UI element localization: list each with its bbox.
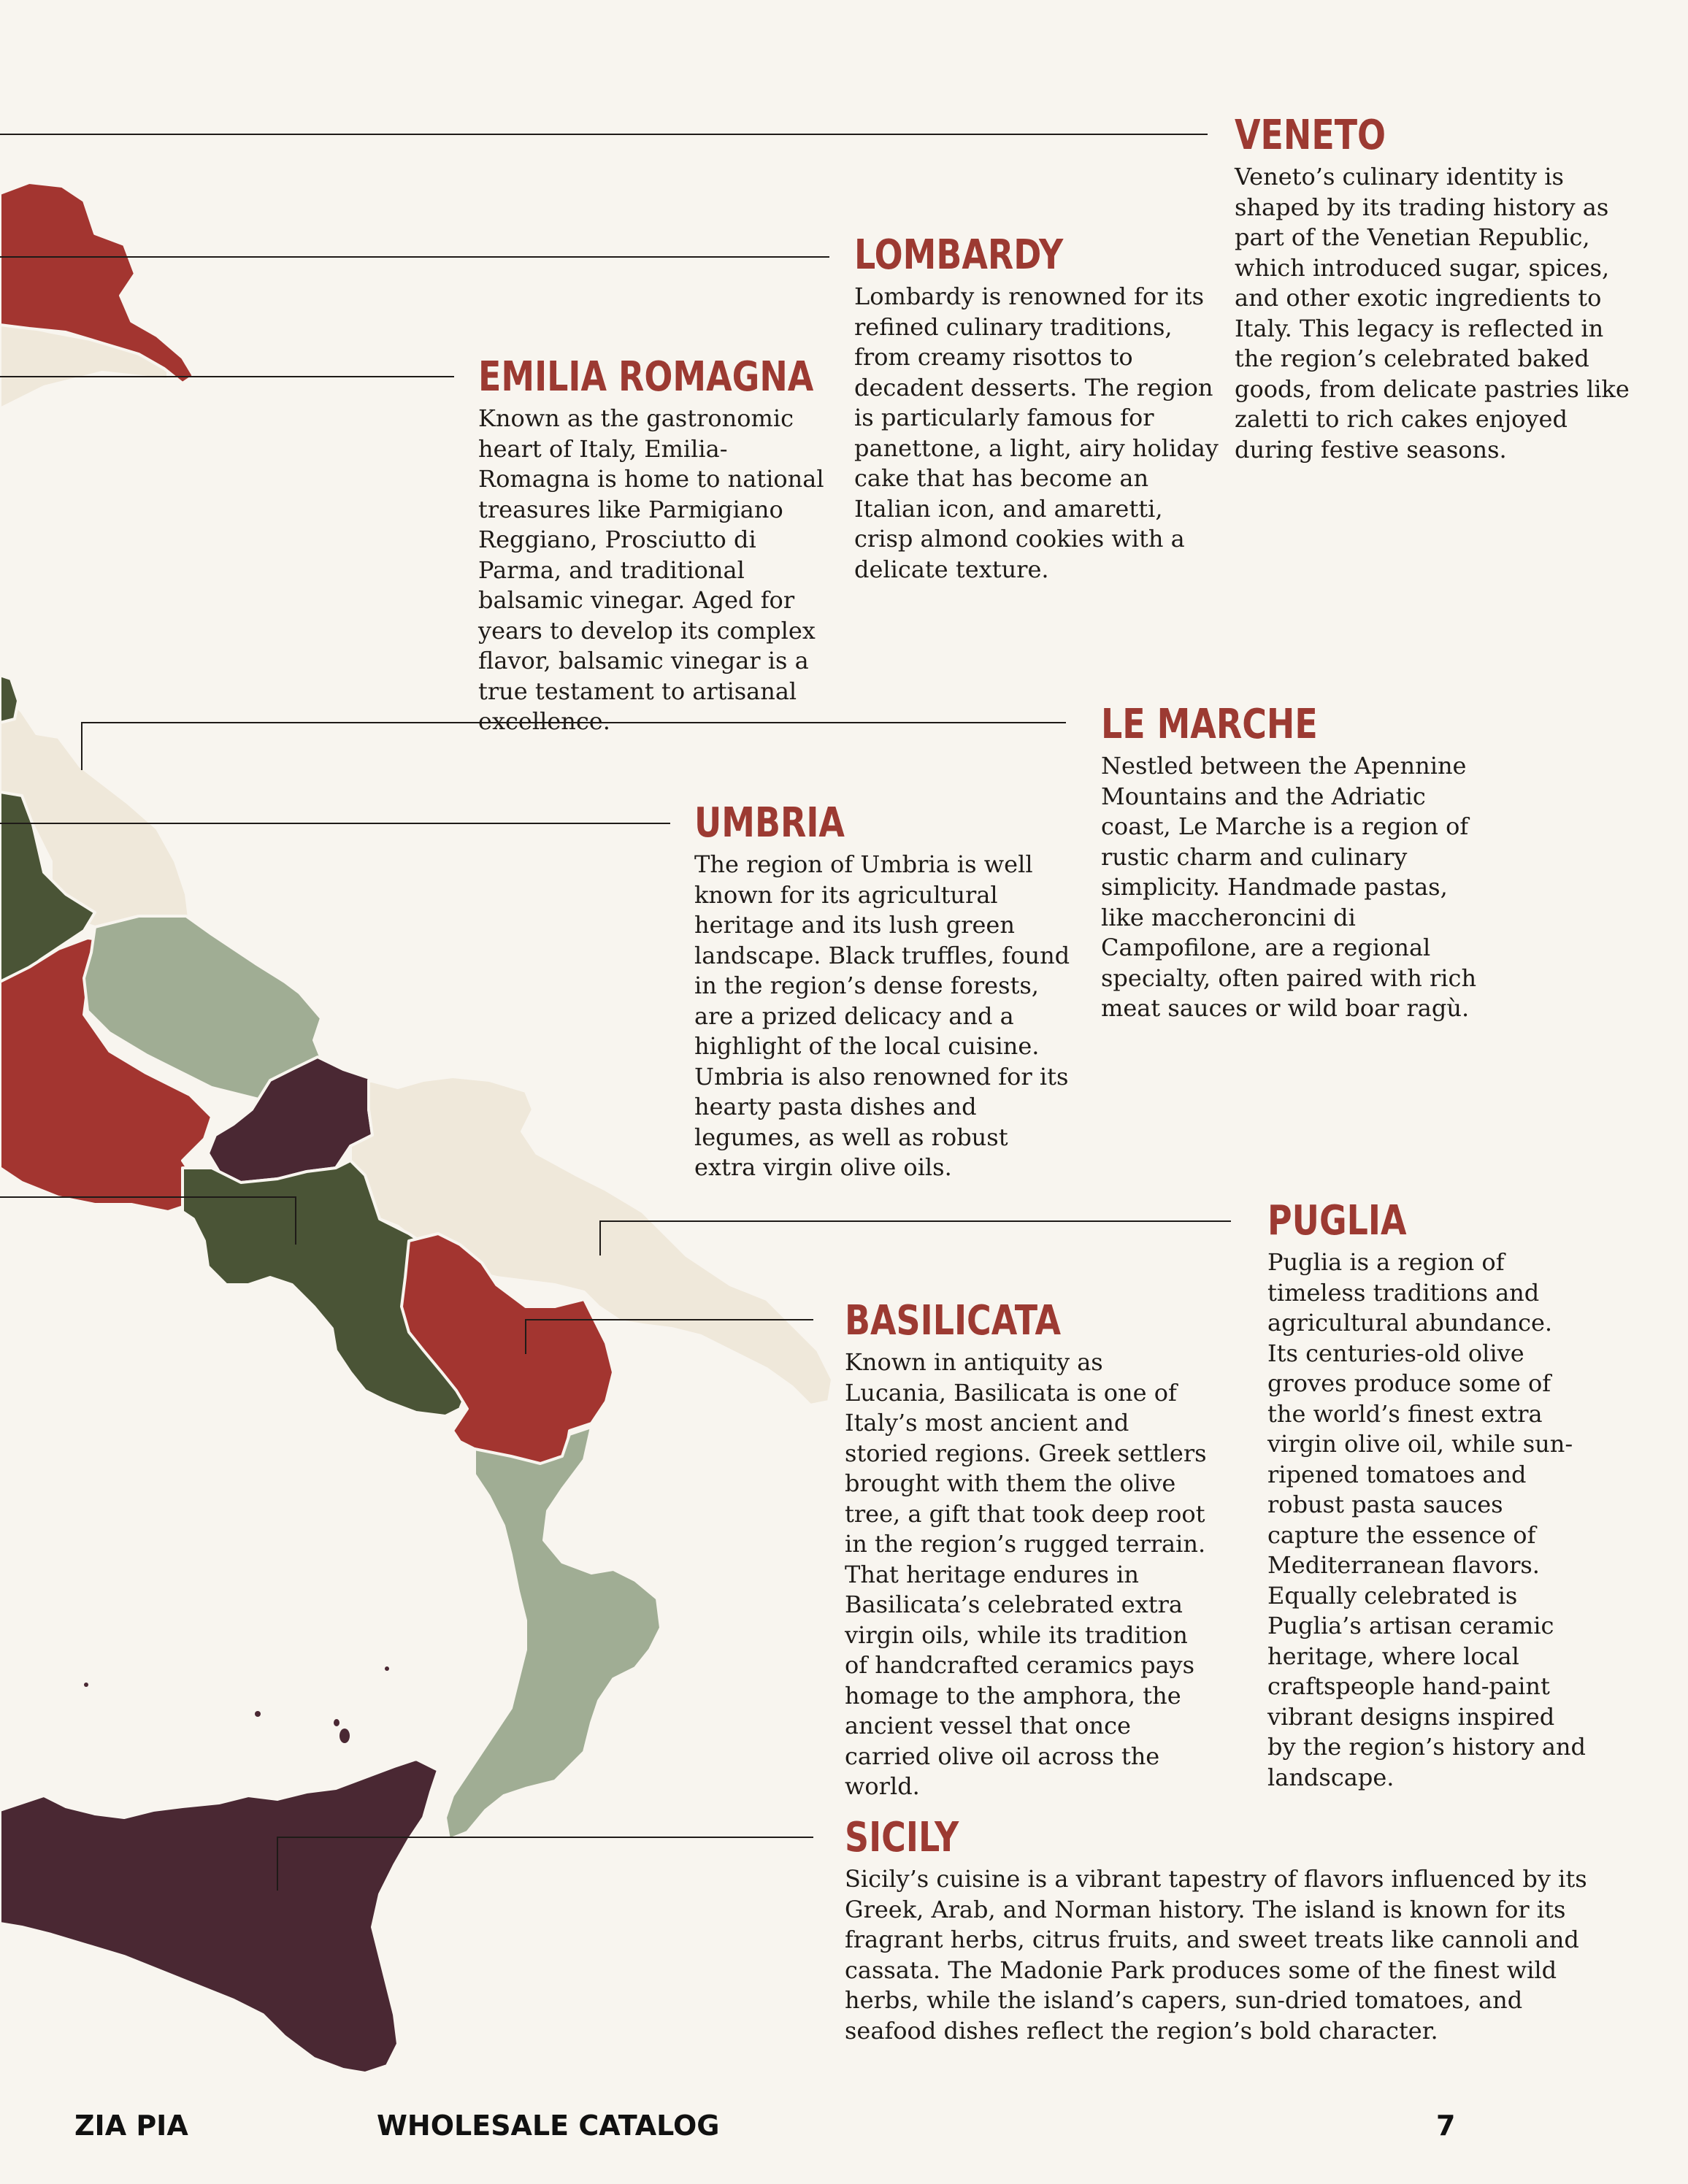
region-body-sicily: Sicily’s cuisine is a vibrant tapestry of flavors influenced by its Greek, Arab, and Norman history. The island is known for its fragrant herbs, citrus fruits, and sweet treats like cannoli and cassata. The Madonie Park produces some of the finest wild herbs, while the island’s capers, sun-dried tomatoes, and seafood dishes reflect the region’s bold character.	[845, 1865, 1587, 2045]
map-region-dark-green-top	[0, 675, 18, 723]
map-region-calabria-shape	[445, 1427, 661, 1839]
region-title-veneto: VENETO	[1235, 112, 1386, 159]
region-block-puglia	[1267, 1199, 1589, 1793]
region-body-lombardy: Lombardy is renowned for its refined culinary traditions, from creamy risottos to decadent desserts. The region is particularly famous for panettone, a light, airy holiday cake that has become an Italian icon, and amaretti, crisp almond cookies with a delicate texture.	[854, 282, 1219, 583]
map-island-dot	[385, 1666, 389, 1671]
map-island-dot	[334, 1719, 339, 1726]
map-island-dot	[84, 1683, 88, 1687]
region-body-basilicata: Known in antiquity as Lucania, Basilicata is one of Italy’s most ancient and storied regions. Greek settlers brought with them the olive tree, a gift that took deep root in the region’s rugged terrain. That heritage endures in Basilicata’s celebrated extra virgin oils, while its tradition of handcrafted ceramics pays homage to the amphora, the ancient vessel that once carried olive oil across the world.	[845, 1348, 1207, 1800]
region-title-sicily: SICILY	[845, 1814, 959, 1861]
region-block-sicily	[845, 1816, 1597, 2046]
region-title-basilicata: BASILICATA	[845, 1297, 1062, 1345]
region-title-le-marche: LE MARCHE	[1101, 701, 1318, 748]
region-block-lombardy	[854, 231, 1219, 585]
region-block-basilicata	[845, 1299, 1210, 1802]
region-title-puglia: PUGLIA	[1267, 1197, 1407, 1245]
region-body-umbria: The region of Umbria is well known for its agricultural heritage and its lush green landscape. Black truffles, found in the region’s dense forests, are a prized delicacy and a highlight of the local cuisine. Umbria is also renowned for its hearty pasta dishes and legumes, as well as robust extra virgin olive oils.	[694, 850, 1070, 1181]
region-title-emilia-romagna: EMILIA ROMAGNA	[478, 353, 814, 401]
region-body-puglia: Puglia is a region of timeless traditions and agricultural abundance. Its centuries-old olive groves produce some of the world’s finest extra virgin olive oil, while sun-ripened tomatoes and robust pasta sauces capture the essence of Mediterranean flavors. Equally celebrated is Puglia’s artisan ceramic heritage, where local craftspeople hand-paint vibrant designs inspired by the region’s history and landscape.	[1267, 1248, 1587, 1791]
region-title-umbria: UMBRIA	[694, 799, 845, 847]
footer-brand: ZIA PIA	[74, 2110, 188, 2142]
region-body-emilia-romagna: Known as the gastronomic heart of Italy, Emilia-Romagna is home to national treasures like Parmigiano Reggiano, Prosciutto di Parma, and traditional balsamic vinegar. Aged for years to develop its complex flavor, balsamic vinegar is a true testament to artisanal excellence.	[478, 404, 824, 735]
leader-line-puglia	[600, 1221, 1231, 1256]
map-region-sicily-shape	[0, 1759, 438, 2073]
footer-page-number: 7	[1436, 2110, 1456, 2142]
region-title-lombardy: LOMBARDY	[854, 231, 1064, 279]
region-block-emilia-romagna	[478, 355, 825, 737]
region-block-umbria	[694, 801, 1070, 1183]
map-island-dot	[339, 1729, 350, 1743]
region-block-veneto	[1235, 114, 1643, 465]
region-body-veneto: Veneto’s culinary identity is shaped by its trading history as part of the Venetian Republic, which introduced sugar, spices, and other exotic ingredients to Italy. This legacy is reflected in the region’s celebrated baked goods, from delicate pastries like zaletti to rich cakes enjoyed during festive seasons.	[1235, 163, 1630, 464]
footer-catalog-title: WHOLESALE CATALOG	[377, 2110, 720, 2142]
region-body-le-marche: Nestled between the Apennine Mountains and the Adriatic coast, Le Marche is a region of rustic charm and culinary simplicity. Handmade pastas, like maccheroncini di Campofilone, are a regional specialty, often paired with rich meat sauces or wild boar ragù.	[1101, 752, 1477, 1022]
map-island-dot	[255, 1711, 261, 1717]
region-block-le-marche	[1101, 703, 1481, 1024]
